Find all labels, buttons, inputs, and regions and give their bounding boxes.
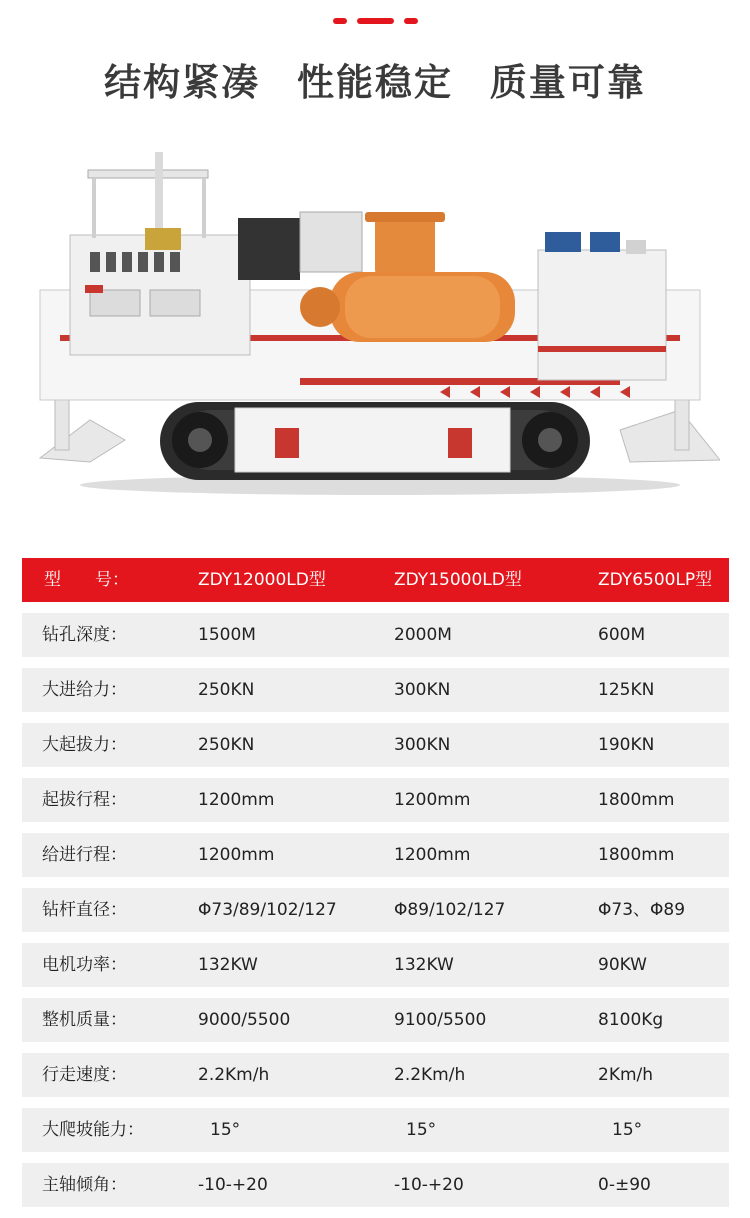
row-value: Φ73、Φ89 <box>598 900 686 920</box>
row-label: 起拔行程： <box>42 790 127 810</box>
slogan-3: 质量可靠 <box>489 61 646 104</box>
row-label: 大起拔力： <box>42 735 127 755</box>
header-label: 型 号： <box>44 570 129 590</box>
row-value: 15° <box>612 1120 643 1140</box>
row-value: 8100Kg <box>598 1010 664 1030</box>
drilling-rig-image <box>30 140 720 510</box>
row-label: 大进给力： <box>42 680 127 700</box>
row-label: 钻孔深度： <box>42 625 127 645</box>
row-value: 1500M <box>198 625 256 645</box>
table-row <box>22 1108 729 1152</box>
spec-table <box>22 558 729 1218</box>
row-value: 132KW <box>394 955 454 975</box>
table-row <box>22 943 729 987</box>
row-value: 1800mm <box>598 845 675 865</box>
row-value: 300KN <box>394 680 451 700</box>
row-value: Φ73/89/102/127 <box>198 900 337 920</box>
row-value: 132KW <box>198 955 258 975</box>
row-value: 190KN <box>598 735 655 755</box>
table-row <box>22 833 729 877</box>
row-label: 给进行程： <box>42 845 127 865</box>
header-model-1: ZDY12000LD型 <box>198 570 326 590</box>
table-row <box>22 723 729 767</box>
row-label: 大爬坡能力： <box>42 1120 144 1140</box>
table-row <box>22 613 729 657</box>
table-row <box>22 888 729 932</box>
slogan-1: 结构紧凑 <box>104 61 261 104</box>
row-label: 钻杆直径： <box>42 900 127 920</box>
slogan-2: 性能稳定 <box>297 61 453 104</box>
table-header-row <box>22 558 729 602</box>
row-value: 2Km/h <box>598 1065 654 1085</box>
decor-dash-right <box>404 18 418 24</box>
row-value: 600M <box>598 625 646 645</box>
row-value: 15° <box>210 1120 241 1140</box>
header-model-3: ZDY6500LP型 <box>598 570 713 590</box>
row-value: -10-+20 <box>394 1175 464 1195</box>
row-value: 90KW <box>598 955 647 975</box>
decor-dash-center <box>357 18 394 24</box>
row-value: -10-+20 <box>198 1175 268 1195</box>
table-row <box>22 778 729 822</box>
table-row <box>22 1163 729 1207</box>
header-model-2: ZDY15000LD型 <box>394 570 522 590</box>
row-value: 250KN <box>198 680 255 700</box>
row-value: 300KN <box>394 735 451 755</box>
row-value: Φ89/102/127 <box>394 900 506 920</box>
row-value: 2000M <box>394 625 452 645</box>
row-value: 9100/5500 <box>394 1010 487 1030</box>
row-value: 1200mm <box>198 790 275 810</box>
row-value: 15° <box>406 1120 437 1140</box>
row-value: 1200mm <box>394 790 471 810</box>
decor-dash-left <box>333 18 347 24</box>
headline <box>0 52 750 106</box>
row-value: 0-±90 <box>598 1175 651 1195</box>
row-label: 主轴倾角： <box>42 1175 127 1195</box>
row-value: 9000/5500 <box>198 1010 291 1030</box>
row-value: 2.2Km/h <box>198 1065 270 1085</box>
row-label: 整机质量： <box>42 1010 127 1030</box>
row-value: 2.2Km/h <box>394 1065 466 1085</box>
table-row <box>22 998 729 1042</box>
table-row <box>22 668 729 712</box>
row-value: 1200mm <box>198 845 275 865</box>
table-row <box>22 1053 729 1097</box>
row-value: 250KN <box>198 735 255 755</box>
row-label: 电机功率： <box>42 955 127 975</box>
row-value: 125KN <box>598 680 655 700</box>
row-value: 1200mm <box>394 845 471 865</box>
row-value: 1800mm <box>598 790 675 810</box>
row-label: 行走速度： <box>42 1065 127 1085</box>
